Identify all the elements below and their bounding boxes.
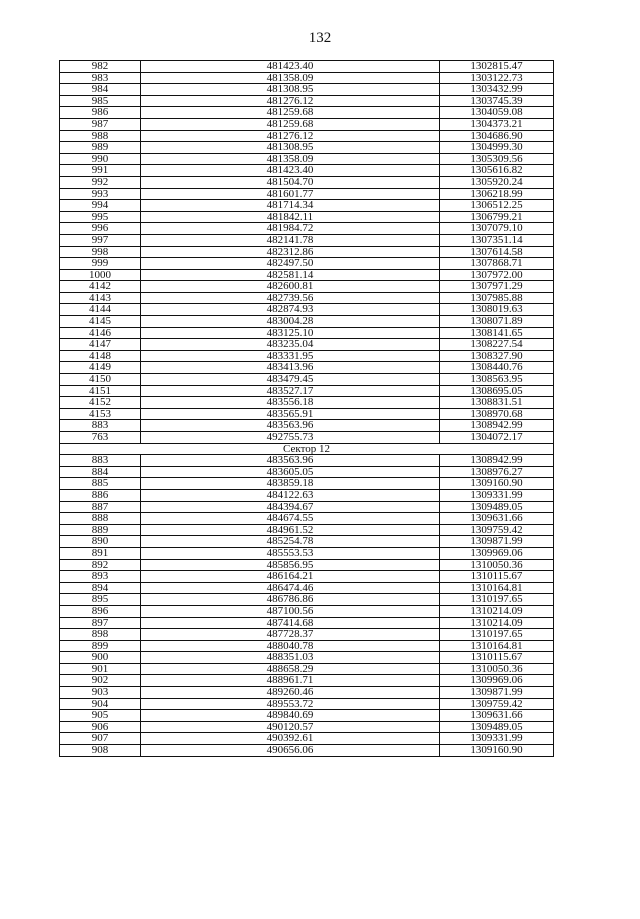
table-row [60,84,554,96]
x-coordinate-cell: 483413.96 [141,362,440,374]
x-coordinate-cell: 481276.12 [141,130,440,142]
table-row [60,663,554,675]
x-coordinate-cell: 482739.56 [141,292,440,304]
table-row [60,432,554,444]
x-coordinate-cell: 482141.78 [141,234,440,246]
point-number-cell: 4151 [60,385,141,397]
point-number-cell: 4153 [60,408,141,420]
y-coordinate-cell: 1310115.67 [440,571,554,583]
x-coordinate-cell: 485254.78 [141,536,440,548]
point-number-cell: 893 [60,571,141,583]
point-number-cell: 903 [60,687,141,699]
table-row [60,72,554,84]
point-number-cell: 4145 [60,316,141,328]
table-row [60,675,554,687]
table-row [60,339,554,351]
y-coordinate-cell: 1309489.05 [440,721,554,733]
point-number-cell: 4147 [60,339,141,351]
x-coordinate-cell: 486786.86 [141,594,440,606]
x-coordinate-cell: 481259.68 [141,107,440,119]
table-row [60,130,554,142]
x-coordinate-cell: 482874.93 [141,304,440,316]
point-number-cell: 888 [60,513,141,525]
x-coordinate-cell: 486164.21 [141,571,440,583]
page-number: 132 [308,30,332,46]
point-number-cell: 997 [60,234,141,246]
point-number-cell: 883 [60,420,141,432]
y-coordinate-cell: 1306218.99 [440,188,554,200]
point-number-cell: 908 [60,745,141,757]
x-coordinate-cell: 490656.06 [141,745,440,757]
y-coordinate-cell: 1307972.00 [440,269,554,281]
table-row [60,698,554,710]
y-coordinate-cell: 1308942.99 [440,420,554,432]
x-coordinate-cell: 490120.57 [141,721,440,733]
y-coordinate-cell: 1310214.09 [440,617,554,629]
table-body-sector-12 [60,455,554,756]
x-coordinate-cell: 481308.95 [141,84,440,96]
table-row [60,327,554,339]
table-row [60,524,554,536]
y-coordinate-cell: 1304373.21 [440,118,554,130]
x-coordinate-cell: 481504.70 [141,176,440,188]
y-coordinate-cell: 1308327.90 [440,350,554,362]
x-coordinate-cell: 490392.61 [141,733,440,745]
y-coordinate-cell: 1309871.99 [440,687,554,699]
point-number-cell: 987 [60,118,141,130]
y-coordinate-cell: 1304999.30 [440,142,554,154]
point-number-cell: 4144 [60,304,141,316]
table-row [60,95,554,107]
x-coordinate-cell: 486474.46 [141,582,440,594]
sector-header-group [60,443,554,455]
table-row [60,188,554,200]
point-number-cell: 983 [60,72,141,84]
table-row [60,455,554,467]
x-coordinate-cell: 481358.09 [141,72,440,84]
table-row [60,374,554,386]
point-number-cell: 900 [60,652,141,664]
x-coordinate-cell: 483859.18 [141,478,440,490]
y-coordinate-cell: 1308019.63 [440,304,554,316]
point-number-cell: 887 [60,501,141,513]
x-coordinate-cell: 483004.28 [141,316,440,328]
y-coordinate-cell: 1307351.14 [440,234,554,246]
point-number-cell: 763 [60,432,141,444]
x-coordinate-cell: 482497.50 [141,258,440,270]
y-coordinate-cell: 1308440.76 [440,362,554,374]
coordinates-table [59,60,554,757]
y-coordinate-cell: 1303745.39 [440,95,554,107]
y-coordinate-cell: 1310164.81 [440,640,554,652]
y-coordinate-cell: 1303432.99 [440,84,554,96]
y-coordinate-cell: 1308141.65 [440,327,554,339]
table-row [60,652,554,664]
point-number-cell: 899 [60,640,141,652]
y-coordinate-cell: 1310115.67 [440,652,554,664]
point-number-cell: 982 [60,61,141,73]
point-number-cell: 988 [60,130,141,142]
point-number-cell: 985 [60,95,141,107]
point-number-cell: 884 [60,466,141,478]
table-row [60,687,554,699]
y-coordinate-cell: 1309160.90 [440,478,554,490]
table-row [60,362,554,374]
y-coordinate-cell: 1309969.06 [440,675,554,687]
x-coordinate-cell: 482312.86 [141,246,440,258]
table-row [60,536,554,548]
x-coordinate-cell: 481308.95 [141,142,440,154]
table-row [60,385,554,397]
point-number-cell: 996 [60,223,141,235]
table-body-before-sector [60,61,554,444]
y-coordinate-cell: 1305616.82 [440,165,554,177]
point-number-cell: 885 [60,478,141,490]
point-number-cell: 4152 [60,397,141,409]
point-number-cell: 891 [60,547,141,559]
point-number-cell: 992 [60,176,141,188]
x-coordinate-cell: 482581.14 [141,269,440,281]
x-coordinate-cell: 481259.68 [141,118,440,130]
table-row [60,61,554,73]
table-row [60,269,554,281]
x-coordinate-cell: 481601.77 [141,188,440,200]
y-coordinate-cell: 1309871.99 [440,536,554,548]
y-coordinate-cell: 1309160.90 [440,745,554,757]
table-row [60,397,554,409]
x-coordinate-cell: 483605.05 [141,466,440,478]
y-coordinate-cell: 1308695.05 [440,385,554,397]
y-coordinate-cell: 1306512.25 [440,200,554,212]
table-row [60,571,554,583]
x-coordinate-cell: 483556.18 [141,397,440,409]
x-coordinate-cell: 485553.53 [141,547,440,559]
y-coordinate-cell: 1304059.08 [440,107,554,119]
y-coordinate-cell: 1308976.27 [440,466,554,478]
x-coordinate-cell: 492755.73 [141,432,440,444]
point-number-cell: 984 [60,84,141,96]
table-row [60,733,554,745]
y-coordinate-cell: 1310050.36 [440,663,554,675]
x-coordinate-cell: 483479.45 [141,374,440,386]
table-row [60,292,554,304]
x-coordinate-cell: 484122.63 [141,489,440,501]
point-number-cell: 4149 [60,362,141,374]
y-coordinate-cell: 1309631.66 [440,513,554,525]
x-coordinate-cell: 488040.78 [141,640,440,652]
table-row [60,582,554,594]
point-number-cell: 905 [60,710,141,722]
x-coordinate-cell: 481984.72 [141,223,440,235]
point-number-cell: 889 [60,524,141,536]
x-coordinate-cell: 484674.55 [141,513,440,525]
x-coordinate-cell: 488658.29 [141,663,440,675]
sector-label: Сектор 12 [60,443,554,455]
y-coordinate-cell: 1307868.71 [440,258,554,270]
table-row [60,629,554,641]
y-coordinate-cell: 1307985.88 [440,292,554,304]
y-coordinate-cell: 1307971.29 [440,281,554,293]
table-row [60,165,554,177]
y-coordinate-cell: 1309759.42 [440,698,554,710]
x-coordinate-cell: 483565.91 [141,408,440,420]
table-row [60,489,554,501]
x-coordinate-cell: 487100.56 [141,605,440,617]
x-coordinate-cell: 489553.72 [141,698,440,710]
y-coordinate-cell: 1309631.66 [440,710,554,722]
x-coordinate-cell: 484394.67 [141,501,440,513]
table-row [60,605,554,617]
x-coordinate-cell: 485856.95 [141,559,440,571]
x-coordinate-cell: 483563.96 [141,455,440,467]
table-row [60,547,554,559]
table-row [60,107,554,119]
y-coordinate-cell: 1308227.54 [440,339,554,351]
y-coordinate-cell: 1309489.05 [440,501,554,513]
table-row [60,234,554,246]
y-coordinate-cell: 1305309.56 [440,153,554,165]
y-coordinate-cell: 1308970.68 [440,408,554,420]
table-row [60,258,554,270]
table-row [60,223,554,235]
point-number-cell: 895 [60,594,141,606]
y-coordinate-cell: 1310197.65 [440,629,554,641]
y-coordinate-cell: 1310050.36 [440,559,554,571]
point-number-cell: 1000 [60,269,141,281]
x-coordinate-cell: 481714.34 [141,200,440,212]
point-number-cell: 907 [60,733,141,745]
table-row [60,304,554,316]
y-coordinate-cell: 1302815.47 [440,61,554,73]
x-coordinate-cell: 483563.96 [141,420,440,432]
table-row [60,710,554,722]
table-row [60,211,554,223]
table-row [60,316,554,328]
point-number-cell: 886 [60,489,141,501]
x-coordinate-cell: 484961.52 [141,524,440,536]
table-row [60,142,554,154]
x-coordinate-cell: 487728.37 [141,629,440,641]
table-row [60,153,554,165]
point-number-cell: 904 [60,698,141,710]
point-number-cell: 901 [60,663,141,675]
point-number-cell: 4143 [60,292,141,304]
point-number-cell: 995 [60,211,141,223]
y-coordinate-cell: 1309331.99 [440,733,554,745]
x-coordinate-cell: 481423.40 [141,61,440,73]
y-coordinate-cell: 1308563.95 [440,374,554,386]
x-coordinate-cell: 483527.17 [141,385,440,397]
x-coordinate-cell: 488351.03 [141,652,440,664]
x-coordinate-cell: 481276.12 [141,95,440,107]
table-row [60,118,554,130]
x-coordinate-cell: 481423.40 [141,165,440,177]
x-coordinate-cell: 487414.68 [141,617,440,629]
point-number-cell: 4150 [60,374,141,386]
x-coordinate-cell: 482600.81 [141,281,440,293]
point-number-cell: 883 [60,455,141,467]
point-number-cell: 999 [60,258,141,270]
sector-row [60,443,554,455]
y-coordinate-cell: 1307614.58 [440,246,554,258]
point-number-cell: 993 [60,188,141,200]
point-number-cell: 898 [60,629,141,641]
table-row [60,501,554,513]
x-coordinate-cell: 481358.09 [141,153,440,165]
table-row [60,420,554,432]
point-number-cell: 902 [60,675,141,687]
y-coordinate-cell: 1306799.21 [440,211,554,223]
point-number-cell: 4148 [60,350,141,362]
table-row [60,200,554,212]
table-row [60,617,554,629]
x-coordinate-cell: 489840.69 [141,710,440,722]
x-coordinate-cell: 483125.10 [141,327,440,339]
point-number-cell: 894 [60,582,141,594]
y-coordinate-cell: 1308071.89 [440,316,554,328]
y-coordinate-cell: 1304686.90 [440,130,554,142]
y-coordinate-cell: 1305920.24 [440,176,554,188]
point-number-cell: 989 [60,142,141,154]
table-row [60,478,554,490]
table-row [60,408,554,420]
point-number-cell: 994 [60,200,141,212]
point-number-cell: 892 [60,559,141,571]
point-number-cell: 4146 [60,327,141,339]
y-coordinate-cell: 1310197.65 [440,594,554,606]
table-row [60,466,554,478]
table-row [60,721,554,733]
table-row [60,745,554,757]
table-row [60,281,554,293]
y-coordinate-cell: 1304072.17 [440,432,554,444]
table-row [60,513,554,525]
y-coordinate-cell: 1310214.09 [440,605,554,617]
point-number-cell: 897 [60,617,141,629]
table-row [60,246,554,258]
table-row [60,559,554,571]
y-coordinate-cell: 1309331.99 [440,489,554,501]
table-row [60,350,554,362]
point-number-cell: 990 [60,153,141,165]
y-coordinate-cell: 1307079.10 [440,223,554,235]
x-coordinate-cell: 481842.11 [141,211,440,223]
y-coordinate-cell: 1309759.42 [440,524,554,536]
point-number-cell: 4142 [60,281,141,293]
point-number-cell: 991 [60,165,141,177]
x-coordinate-cell: 489260.46 [141,687,440,699]
x-coordinate-cell: 483235.04 [141,339,440,351]
x-coordinate-cell: 483331.95 [141,350,440,362]
table-row [60,640,554,652]
y-coordinate-cell: 1310164.81 [440,582,554,594]
point-number-cell: 890 [60,536,141,548]
point-number-cell: 998 [60,246,141,258]
table-row [60,176,554,188]
y-coordinate-cell: 1303122.73 [440,72,554,84]
y-coordinate-cell: 1309969.06 [440,547,554,559]
x-coordinate-cell: 488961.71 [141,675,440,687]
y-coordinate-cell: 1308831.51 [440,397,554,409]
point-number-cell: 986 [60,107,141,119]
y-coordinate-cell: 1308942.99 [440,455,554,467]
table-row [60,594,554,606]
point-number-cell: 906 [60,721,141,733]
point-number-cell: 896 [60,605,141,617]
